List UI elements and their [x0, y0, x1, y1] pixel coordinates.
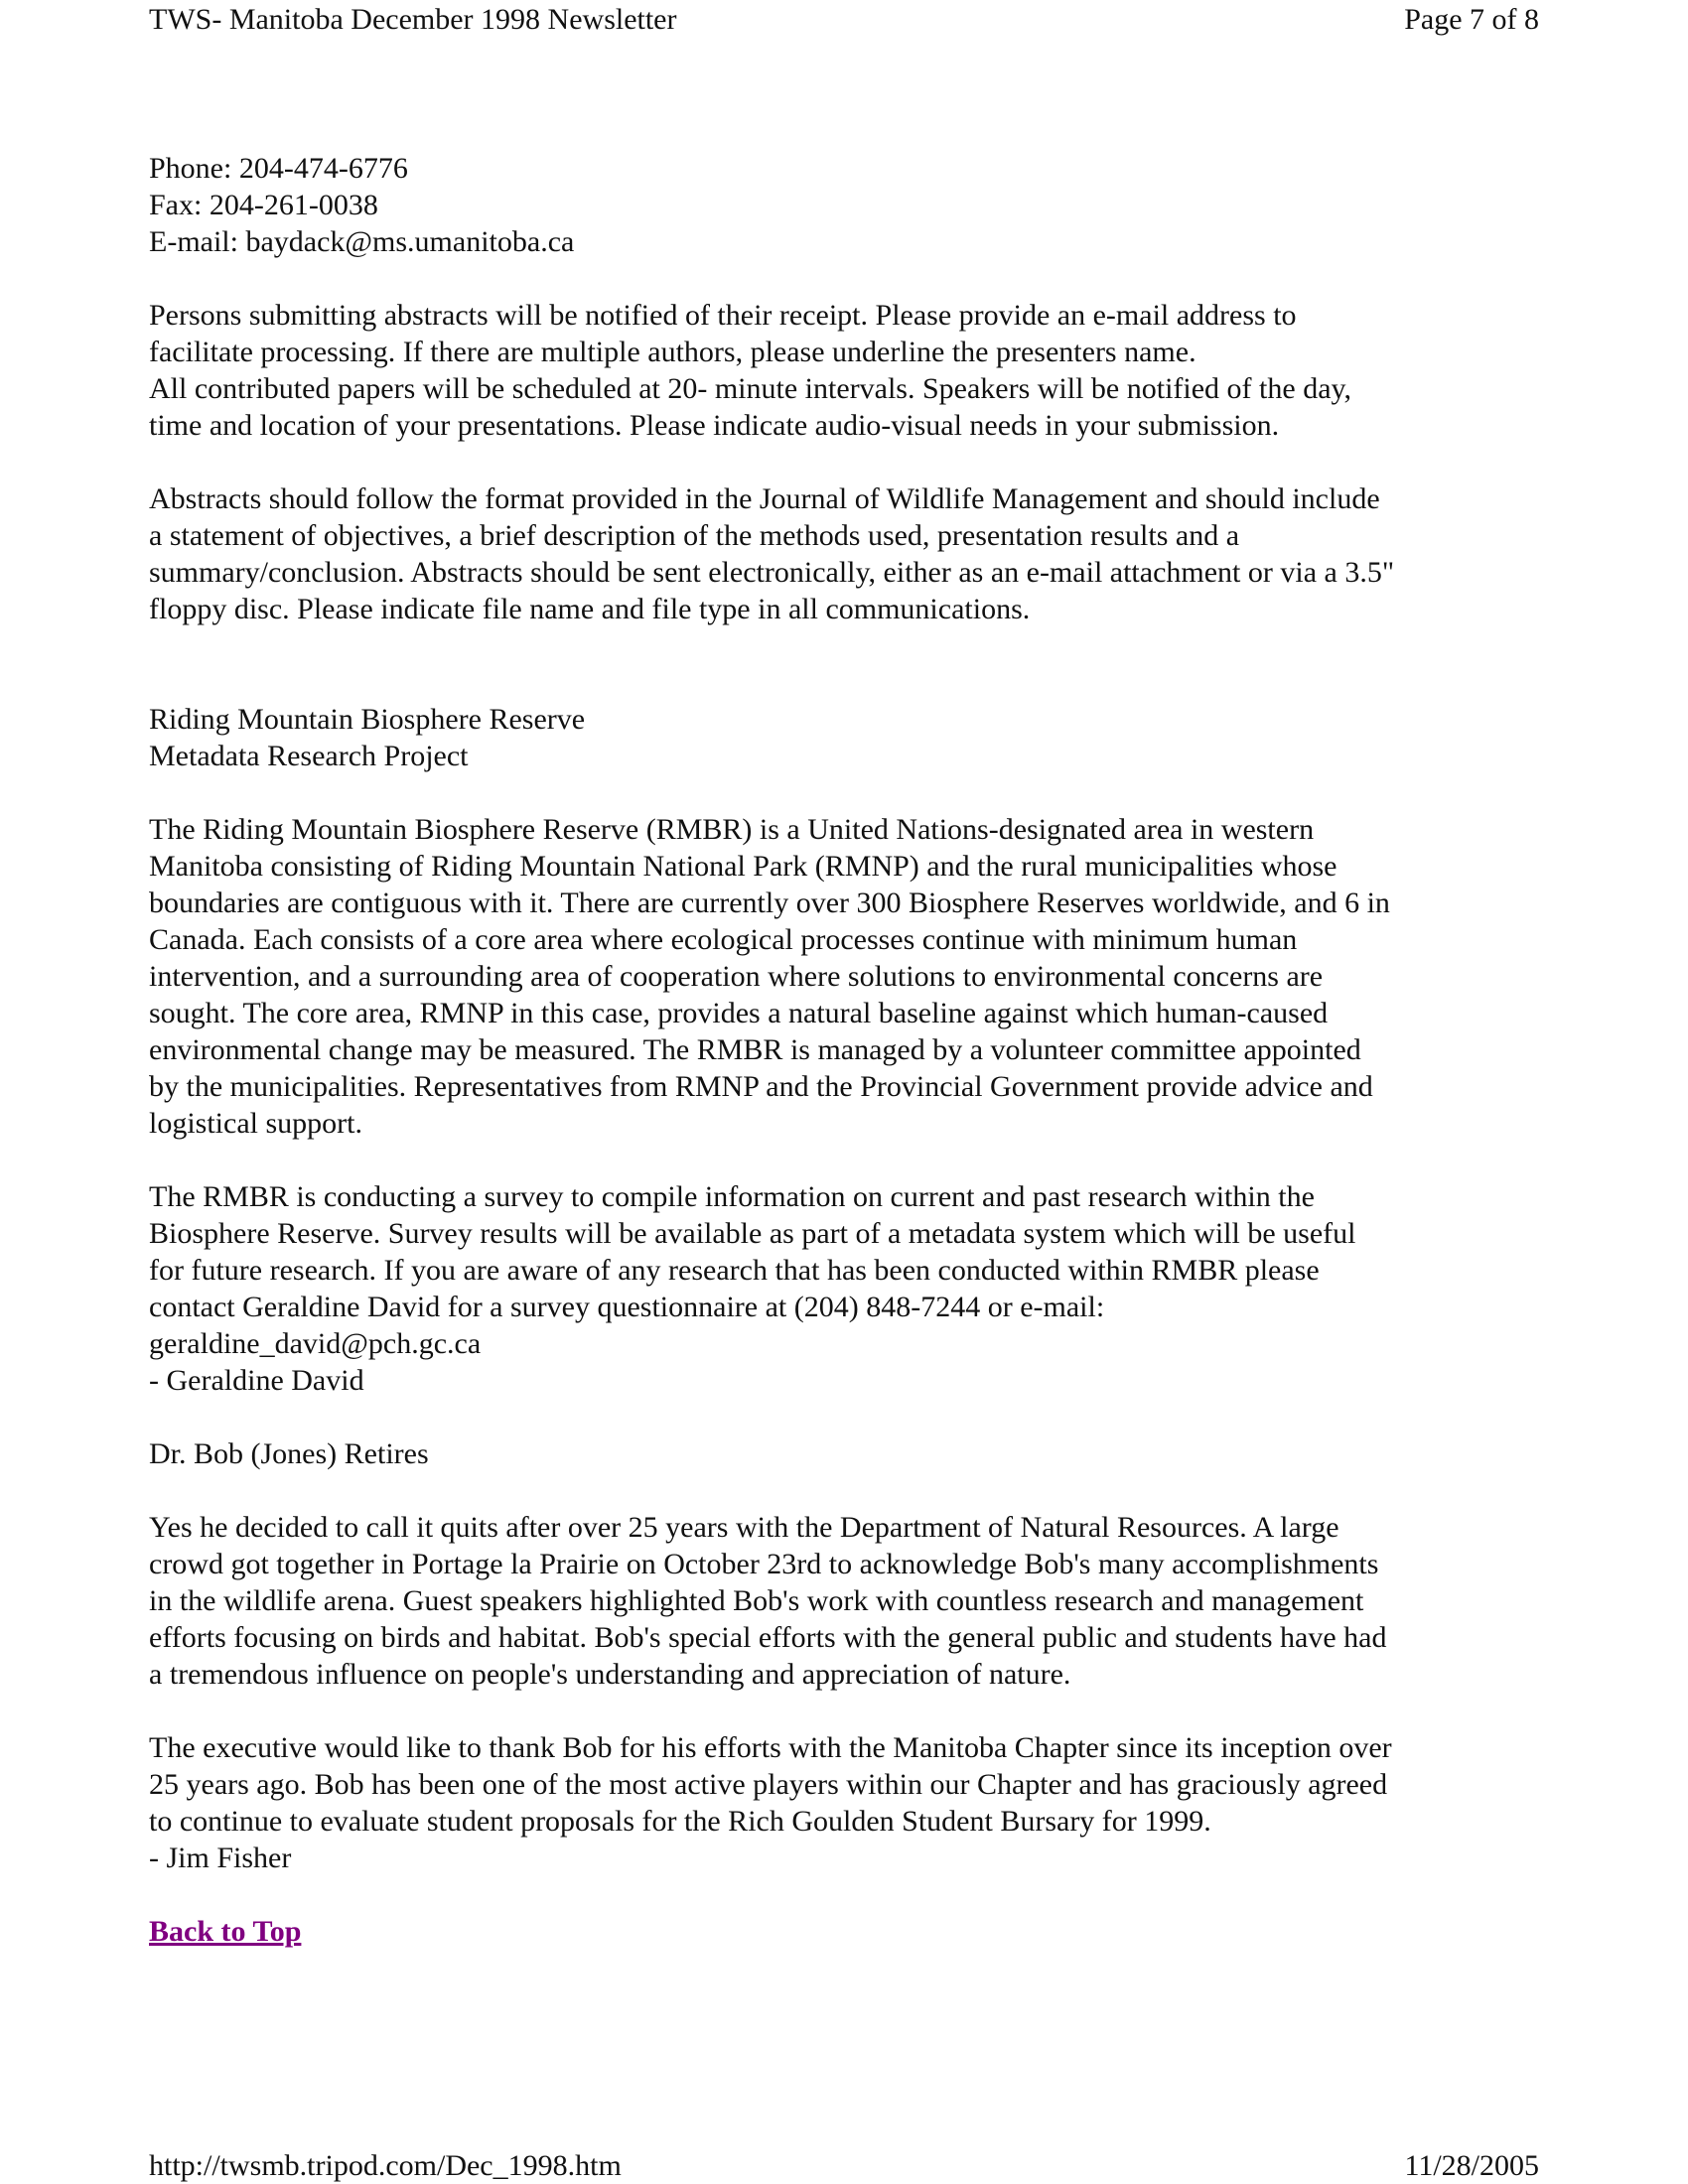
text-line: Persons submitting abstracts will be notified of their receipt. Please provide an e-mail address to [149, 299, 1297, 332]
page-content [149, 150, 1549, 1986]
text-line: The Riding Mountain Biosphere Reserve (RMBR) is a United Nations-designated area in western [149, 813, 1315, 846]
text-line: facilitate processing. If there are multiple authors, please underline the presenters name. [149, 336, 1196, 368]
text-line: crowd got together in Portage la Prairie on October 23rd to acknowledge Bob's many accomplishments [149, 1548, 1379, 1580]
rmbr-section-title [149, 701, 1549, 774]
text-line: for future research. If you are aware of any research that has been conducted within RMBR please [149, 1254, 1320, 1287]
abstracts-notice-paragraph [149, 297, 1549, 444]
text-line: in the wildlife arena. Guest speakers highlighted Bob's work with countless research and management [149, 1584, 1364, 1617]
text-line: sought. The core area, RMNP in this case, provides a natural baseline against which human-caused [149, 997, 1329, 1029]
rmbr-paragraph-1 [149, 811, 1549, 1142]
text-line: time and location of your presentations. Please indicate audio-visual needs in your submission. [149, 409, 1280, 442]
contact-phone: Phone: 204-474-6776 [149, 152, 408, 185]
author-signature: - Jim Fisher [149, 1842, 292, 1874]
text-line: All contributed papers will be scheduled at 20- minute intervals. Speakers will be notified of the day, [149, 372, 1352, 405]
bob-section-title [149, 1435, 1549, 1472]
page-header [149, 0, 1539, 40]
text-line: summary/conclusion. Abstracts should be sent electronically, either as an e-mail attachment or via a 3.5" [149, 556, 1395, 589]
text-line: environmental change may be measured. The RMBR is managed by a volunteer committee appointed [149, 1033, 1361, 1066]
text-line: The executive would like to thank Bob for his efforts with the Manitoba Chapter since its inception over [149, 1731, 1392, 1764]
contact-email-line: geraldine_david@pch.gc.ca [149, 1327, 482, 1360]
section-title-line: Riding Mountain Biosphere Reserve [149, 703, 586, 736]
rmbr-paragraph-2 [149, 1178, 1549, 1399]
section-title-line: Metadata Research Project [149, 740, 469, 772]
text-line: The RMBR is conducting a survey to compile information on current and past research within the [149, 1180, 1315, 1213]
header-page-number: Page 7 of 8 [1404, 3, 1539, 36]
author-signature: - Geraldine David [149, 1364, 364, 1397]
text-line: a tremendous influence on people's understanding and appreciation of nature. [149, 1658, 1071, 1691]
text-line: efforts focusing on birds and habitat. Bob's special efforts with the general public and students have had [149, 1621, 1387, 1654]
contact-email: E-mail: baydack@ms.umanitoba.ca [149, 225, 575, 258]
text-line: 25 years ago. Bob has been one of the most active players within our Chapter and has graciously agreed [149, 1768, 1388, 1801]
text-line: Yes he decided to call it quits after over 25 years with the Department of Natural Resources. A large [149, 1511, 1339, 1544]
back-to-top-link[interactable]: Back to Top [149, 1915, 302, 1948]
text-line: Canada. Each consists of a core area where ecological processes continue with minimum human [149, 923, 1298, 956]
text-line: boundaries are contiguous with it. There are currently over 300 Biosphere Reserves worldwide, and 6 in [149, 887, 1390, 919]
text-line: by the municipalities. Representatives from RMNP and the Provincial Government provide advice and [149, 1070, 1373, 1103]
text-line: Manitoba consisting of Riding Mountain National Park (RMNP) and the rural municipalities whose [149, 850, 1337, 883]
bob-paragraph-2 [149, 1729, 1549, 1876]
text-line: Biosphere Reserve. Survey results will be available as part of a metadata system which will be useful [149, 1217, 1356, 1250]
text-line: intervention, and a surrounding area of cooperation where solutions to environmental concerns are [149, 960, 1324, 993]
contact-fax: Fax: 204-261-0038 [149, 189, 378, 221]
text-line: a statement of objectives, a brief description of the methods used, presentation results and a [149, 519, 1240, 552]
text-line: logistical support. [149, 1107, 362, 1140]
text-line: Abstracts should follow the format provided in the Journal of Wildlife Management and should include [149, 482, 1380, 515]
back-to-top-row [149, 1913, 1549, 1950]
header-title: TWS- Manitoba December 1998 Newsletter [149, 3, 677, 36]
text-line: to continue to evaluate student proposals for the Rich Goulden Student Bursary for 1999. [149, 1805, 1211, 1838]
section-title-line: Dr. Bob (Jones) Retires [149, 1437, 429, 1470]
bob-paragraph-1 [149, 1509, 1549, 1693]
text-line: contact Geraldine David for a survey questionnaire at (204) 848-7244 or e-mail: [149, 1291, 1105, 1323]
abstracts-format-paragraph [149, 480, 1549, 627]
page-footer [149, 2147, 1539, 2184]
text-line: floppy disc. Please indicate file name and file type in all communications. [149, 593, 1031, 625]
contact-block [149, 150, 1549, 260]
footer-url: http://twsmb.tripod.com/Dec_1998.htm [149, 2149, 622, 2182]
footer-date: 11/28/2005 [1404, 2149, 1539, 2182]
